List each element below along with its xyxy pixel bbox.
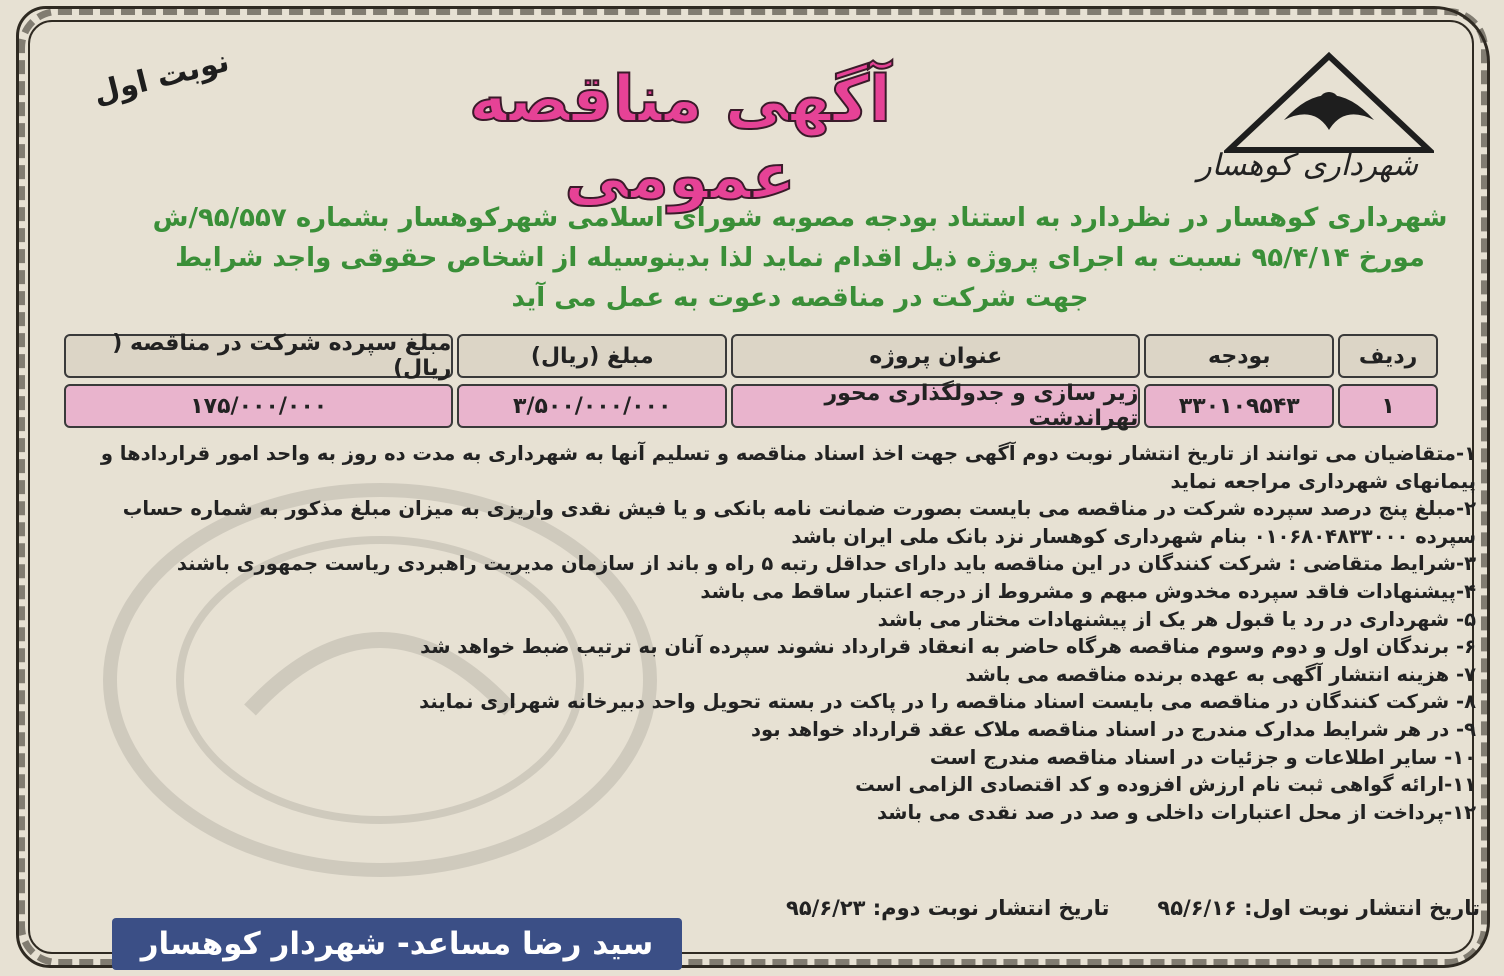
condition-item: ۵- شهرداری در رد یا قبول هر یک از پیشنهادات مختار می باشد [877,607,1476,631]
cell-row-number: ۱ [1338,384,1438,428]
intro-line: مورخ ۹۵/۴/۱۴ نسبت به اجرای پروژه ذیل اقدام نماید لذا بدینوسیله از اشخاص حقوقی واجد شرایط [175,243,1425,273]
first-publication-date: تاریخ انتشار نوبت اول: ۹۵/۶/۱۶ [1157,896,1480,920]
cell-budget: ۳۳۰۱۰۹۵۴۳ [1144,384,1334,428]
condition-item: ۴-پیشنهادات فاقد سپرده مخدوش مبهم و مشروط از درجه اعتبار ساقط می باشد [700,579,1476,603]
logo-caption: شهرداری کوهسار [1197,148,1418,183]
condition-item: ۹- در هر شرایط مدارک مندرج در اسناد مناقصه ملاک عقد قرارداد خواهد بود [751,717,1476,741]
header-row-number: ردیف [1338,334,1438,378]
condition-item: ۶- برندگان اول و دوم وسوم مناقصه هرگاه حاضر به انعقاد قرارداد نشوند سپرده آنان به ترتیب ضبط خواهد شد [420,635,1476,659]
condition-item: ۳-شرایط متقاضی : شرکت کنندگان در این مناقصه باید دارای حداقل رتبه ۵ راه و باند از سازمان مدیریت راهبردی ریاست جمهوری باشند [176,552,1476,576]
intro-paragraph [120,198,1480,318]
publication-dates [420,896,1480,920]
cell-project-title: زیر سازی و جدولگذاری محور تهراندشت [731,384,1140,428]
condition-item: ۱۲-پرداخت از محل اعتبارات داخلی و صد در صد نقدی می باشد [877,800,1476,824]
conditions-list [36,440,1476,826]
condition-item: ۸- شرکت کنندگان در مناقصه می بایست اسناد مناقصه را در پاکت در بسته تحویل واحد دبیرخانه شهراری نمایند [419,690,1476,714]
table-row [64,381,1438,431]
condition-item: ۷- هزینه انتشار آگهی به عهده برنده مناقصه می باشد [965,662,1476,686]
notice-headline: آگهی مناقصه عمومی [469,63,891,214]
round-label: نوبت اول [89,43,233,112]
condition-item: سپرده ۰۱۰۶۸۰۴۸۳۳۰۰۰ بنام شهرداری کوهسار نزد بانک ملی ایران باشد [791,524,1476,548]
header-amount: مبلغ (ریال) [457,334,727,378]
intro-line: شهرداری کوهسار در نظردارد به استناد بودجه مصوبه شورای اسلامی شهرکوهسار بشماره ۹۵/۵۵۷/ش [152,203,1448,233]
intro-line: جهت شرکت در مناقصه دعوت به عمل می آید [511,283,1089,313]
second-publication-date: تاریخ انتشار نوبت دوم: ۹۵/۶/۲۳ [786,896,1110,920]
condition-item: ۱۱-ارائه گواهی ثبت نام ارزش افزوده و کد اقتصادی الزامی است [855,773,1476,797]
cell-amount: ۳/۵۰۰/۰۰۰/۰۰۰ [457,384,727,428]
project-table [64,331,1438,431]
condition-item: ۲-مبلغ پنج درصد سپرده شرکت در مناقصه می بایست بصورت ضمانت نامه بانکی و یا فیش نقدی واریزی به میزان مبلغ مذکور به شماره حساب [122,497,1476,521]
header-project-title: عنوان پروژه [731,334,1140,378]
cell-deposit: ۱۷۵/۰۰۰/۰۰۰ [64,384,453,428]
header-deposit: مبلغ سپرده شرکت در مناقصه ( ریال) [64,334,453,378]
header-budget: بودجه [1144,334,1334,378]
condition-item: ۱-متقاضیان می توانند از تاریخ انتشار نوبت دوم آگهی جهت اخذ اسناد مناقصه و تسلیم آنها به شهرداری به مدت ده روز به واحد امور قراردادها و [100,442,1476,465]
signature-banner: سید رضا مساعد- شهردار کوهسار [112,918,682,970]
condition-item: ۱۰- سایر اطلاعات و جزئیات در اسناد مناقصه مندرج است [929,745,1476,769]
condition-item: پیمانهای شهرداری مراجعه نماید [1170,469,1476,493]
table-header-row [64,331,1438,381]
